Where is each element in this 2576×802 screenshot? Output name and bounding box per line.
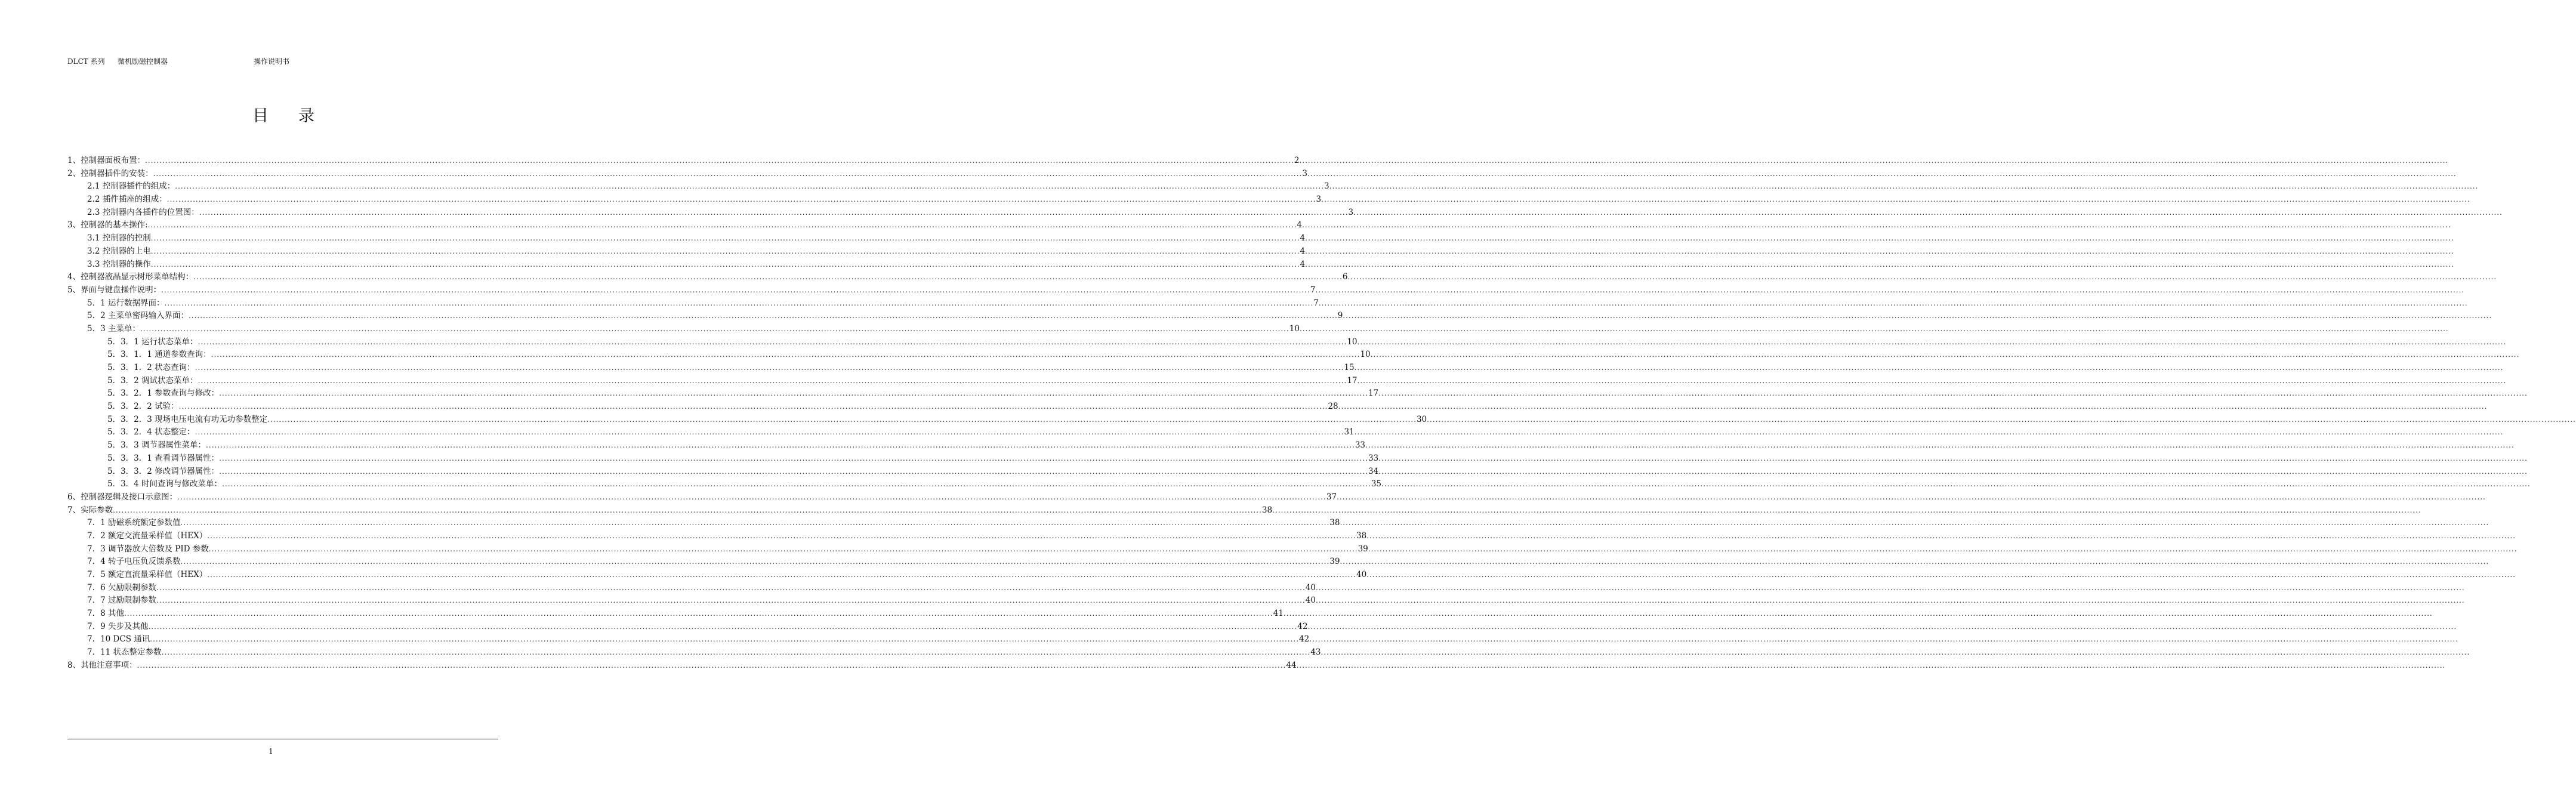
toc-entry-page: 37: [1326, 492, 1337, 502]
toc-entry-text: 7．10 DCS 通讯: [87, 634, 150, 644]
toc-entry[interactable]: [67, 517, 2489, 530]
toc-entry-page: 38: [1356, 530, 1367, 541]
toc-entry-text: 7．5 额定直流量采样值（HEX）: [87, 570, 208, 579]
header-doc-type: 操作说明书: [254, 57, 290, 66]
toc-entry-page: 30: [1416, 414, 1427, 424]
header-series: DLCT 系列: [67, 57, 105, 66]
toc-trailing-dots: ................................................................................................................................................................................................................................................................................................................................................................................................................: [1318, 298, 2468, 307]
toc-entry[interactable]: [67, 607, 2433, 621]
toc-entry-page: 33: [1355, 440, 1366, 451]
toc-trailing-dots: ................................................................................................................................................................................................................................................................................................................................................................................................................: [1378, 467, 2528, 476]
toc-leader-dots: ................................................................................................................................................................................................................................................................................................................................................................................................................: [156, 583, 1306, 592]
toc-leader-dots: ................................................................................................................................................................................................................................................................................................................................................................................................................: [180, 557, 1330, 566]
toc-entry-text: 5．3．2．2 试验：: [107, 402, 179, 412]
toc-leader-dots: ................................................................................................................................................................................................................................................................................................................................................................................................................: [198, 376, 1347, 385]
toc-trailing-dots: ................................................................................................................................................................................................................................................................................................................................................................................................................: [1340, 557, 2489, 566]
toc-entry[interactable]: [67, 426, 2504, 439]
toc-entry-text: 5．3．1 运行状态菜单：: [107, 337, 198, 347]
toc-leader-dots: ................................................................................................................................................................................................................................................................................................................................................................................................................: [150, 234, 1300, 243]
toc-entry-text: 5．3．3．2 修改调节器属性：: [107, 466, 220, 476]
toc-entry-text: 5．3．2．4 状态整定：: [107, 427, 195, 437]
toc-entry[interactable]: [67, 491, 2486, 504]
toc-entry[interactable]: [67, 621, 2457, 634]
toc-entry[interactable]: [67, 336, 2507, 349]
toc-title: 目录: [252, 107, 344, 125]
toc-entry-text: 5．3．2．3 现场电压电流有功无功参数整定: [107, 414, 268, 424]
toc-entry-text: 7、实际参数: [67, 505, 113, 515]
toc-leader-dots: ................................................................................................................................................................................................................................................................................................................................................................................................................: [180, 519, 1330, 528]
toc-entry-text: 5．3 主菜单：: [87, 323, 140, 334]
toc-trailing-dots: ................................................................................................................................................................................................................................................................................................................................................................................................................: [1299, 156, 2449, 165]
toc-entry-text: 5．3．4 时间查询与修改菜单：: [107, 479, 223, 489]
toc-trailing-dots: ................................................................................................................................................................................................................................................................................................................................................................................................................: [1283, 609, 2433, 618]
toc-leader-dots: ................................................................................................................................................................................................................................................................................................................................................................................................................: [211, 350, 1361, 359]
toc-entry[interactable]: [67, 258, 2454, 272]
toc-entry-text: 5、界面与键盘操作说明：: [67, 285, 162, 295]
toc-entry-text: 6、控制器逻辑及接口示意图：: [67, 492, 178, 502]
toc-entry[interactable]: [67, 348, 2520, 362]
toc-entry-text: 3.1 控制器的控制: [87, 233, 151, 243]
toc-entry-text: 7．4 转子电压负反馈系数: [87, 557, 181, 567]
toc-leader-dots: ................................................................................................................................................................................................................................................................................................................................................................................................................: [208, 544, 1358, 553]
toc-entry-page: 42: [1297, 621, 1308, 631]
toc-trailing-dots: ................................................................................................................................................................................................................................................................................................................................................................................................................: [1305, 260, 2454, 269]
toc-trailing-dots: ................................................................................................................................................................................................................................................................................................................................................................................................................: [1321, 195, 2470, 204]
toc-entry-page: 44: [1286, 660, 1297, 670]
toc-trailing-dots: ................................................................................................................................................................................................................................................................................................................................................................................................................: [1368, 544, 2518, 553]
toc-trailing-dots: ................................................................................................................................................................................................................................................................................................................................................................................................................: [1347, 273, 2497, 282]
toc-leader-dots: ................................................................................................................................................................................................................................................................................................................................................................................................................: [145, 156, 1294, 165]
table-of-contents: [67, 155, 2576, 673]
toc-entry-page: 41: [1273, 609, 1284, 619]
toc-entry-text: 5．3．1．2 状态查询：: [107, 363, 195, 372]
toc-entry[interactable]: [67, 478, 2531, 491]
toc-trailing-dots: ................................................................................................................................................................................................................................................................................................................................................................................................................: [1329, 182, 2479, 191]
toc-entry-text: 1、控制器面板布置：: [67, 156, 146, 165]
toc-entry-page: 4: [1297, 220, 1303, 230]
toc-trailing-dots: ................................................................................................................................................................................................................................................................................................................................................................................................................: [1366, 531, 2516, 540]
toc-trailing-dots: ................................................................................................................................................................................................................................................................................................................................................................................................................: [1343, 311, 2492, 320]
toc-entry[interactable]: [67, 232, 2454, 245]
toc-entry-page: 38: [1329, 518, 1340, 528]
toc-entry-text: 5．3．1．1 通道参数查询：: [107, 350, 211, 360]
toc-entry[interactable]: [67, 206, 2503, 220]
toc-entry[interactable]: [67, 556, 2489, 569]
toc-leader-dots: ................................................................................................................................................................................................................................................................................................................................................................................................................: [166, 195, 1316, 204]
toc-trailing-dots: ................................................................................................................................................................................................................................................................................................................................................................................................................: [1357, 337, 2507, 346]
toc-entry-text: 3.2 控制器的上电: [87, 246, 151, 256]
toc-trailing-dots: ................................................................................................................................................................................................................................................................................................................................................................................................................: [1315, 285, 2465, 294]
toc-trailing-dots: ................................................................................................................................................................................................................................................................................................................................................................................................................: [1315, 583, 2465, 592]
toc-entry[interactable]: [67, 193, 2470, 206]
toc-entry-page: 4: [1300, 233, 1306, 243]
toc-leader-dots: ................................................................................................................................................................................................................................................................................................................................................................................................................: [177, 492, 1326, 501]
toc-entry-page: 3: [1302, 168, 1307, 178]
toc-leader-dots: ................................................................................................................................................................................................................................................................................................................................................................................................................: [153, 169, 1303, 178]
toc-entry-text: 2.1 控制器插件的组成：: [87, 181, 175, 192]
toc-trailing-dots: ................................................................................................................................................................................................................................................................................................................................................................................................................: [1366, 570, 2516, 579]
toc-leader-dots: ................................................................................................................................................................................................................................................................................................................................................................................................................: [188, 311, 1338, 320]
toc-entry-page: 3: [1316, 195, 1322, 205]
toc-entry-text: 4、控制器液晶显示树形菜单结构：: [67, 272, 194, 282]
toc-leader-dots: ................................................................................................................................................................................................................................................................................................................................................................................................................: [161, 285, 1310, 294]
toc-leader-dots: ................................................................................................................................................................................................................................................................................................................................................................................................................: [207, 570, 1356, 579]
toc-entry-page: 7: [1313, 298, 1319, 308]
toc-trailing-dots: ................................................................................................................................................................................................................................................................................................................................................................................................................: [1365, 441, 2515, 450]
toc-entry-text: 7．8 其他: [87, 609, 124, 619]
toc-entry-page: 4: [1300, 259, 1306, 269]
toc-entry-page: 3: [1324, 181, 1329, 192]
toc-leader-dots: ................................................................................................................................................................................................................................................................................................................................................................................................................: [178, 402, 1328, 411]
toc-trailing-dots: ................................................................................................................................................................................................................................................................................................................................................................................................................: [1321, 648, 2470, 657]
toc-entry-page: 28: [1328, 402, 1338, 412]
toc-entry-text: 5．3．3．1 查看调节器属性：: [107, 453, 220, 463]
toc-leader-dots: ................................................................................................................................................................................................................................................................................................................................................................................................................: [175, 182, 1325, 191]
toc-leader-dots: ................................................................................................................................................................................................................................................................................................................................................................................................................: [198, 337, 1347, 346]
toc-entry[interactable]: [67, 323, 2449, 336]
toc-entry-page: 4: [1300, 246, 1306, 256]
toc-leader-dots: ................................................................................................................................................................................................................................................................................................................................................................................................................: [164, 298, 1314, 307]
toc-entry-page: 40: [1305, 596, 1316, 606]
toc-trailing-dots: ................................................................................................................................................................................................................................................................................................................................................................................................................: [1427, 415, 2576, 424]
toc-entry[interactable]: [67, 633, 2459, 646]
toc-entry-page: 43: [1310, 647, 1321, 658]
toc-entry[interactable]: [67, 297, 2468, 310]
toc-entry[interactable]: [67, 219, 2451, 232]
toc-leader-dots: ................................................................................................................................................................................................................................................................................................................................................................................................................: [219, 467, 1368, 476]
toc-entry[interactable]: [67, 414, 2576, 427]
toc-leader-dots: ................................................................................................................................................................................................................................................................................................................................................................................................................: [150, 635, 1300, 644]
toc-entry-page: 33: [1368, 453, 1379, 463]
toc-entry[interactable]: [67, 582, 2465, 595]
toc-trailing-dots: ................................................................................................................................................................................................................................................................................................................................................................................................................: [1337, 492, 2486, 501]
toc-entry[interactable]: [67, 452, 2528, 465]
toc-entry-page: 38: [1261, 505, 1273, 515]
toc-entry-text: 5．2 主菜单密码输入界面：: [87, 311, 189, 321]
toc-trailing-dots: ................................................................................................................................................................................................................................................................................................................................................................................................................: [1272, 505, 2421, 514]
toc-leader-dots: ................................................................................................................................................................................................................................................................................................................................................................................................................: [150, 260, 1300, 269]
toc-leader-dots: ................................................................................................................................................................................................................................................................................................................................................................................................................: [156, 596, 1306, 605]
toc-entry-page: 17: [1347, 375, 1358, 385]
toc-leader-dots: ................................................................................................................................................................................................................................................................................................................................................................................................................: [199, 208, 1349, 217]
toc-leader-dots: ................................................................................................................................................................................................................................................................................................................................................................................................................: [124, 609, 1273, 618]
toc-trailing-dots: ................................................................................................................................................................................................................................................................................................................................................................................................................: [1305, 234, 2454, 243]
toc-entry[interactable]: [67, 180, 2479, 193]
toc-entry[interactable]: [67, 594, 2465, 607]
toc-entry[interactable]: [67, 569, 2516, 582]
toc-entry-text: 3.3 控制器的操作: [87, 259, 151, 269]
toc-entry-page: 10: [1289, 323, 1300, 334]
toc-trailing-dots: ................................................................................................................................................................................................................................................................................................................................................................................................................: [1302, 221, 2451, 230]
toc-entry-page: 3: [1348, 207, 1354, 217]
toc-leader-dots: ................................................................................................................................................................................................................................................................................................................................................................................................................: [222, 480, 1371, 489]
toc-trailing-dots: ................................................................................................................................................................................................................................................................................................................................................................................................................: [1354, 363, 2504, 372]
toc-trailing-dots: ................................................................................................................................................................................................................................................................................................................................................................................................................: [1370, 350, 2520, 359]
toc-entry-page: 15: [1344, 363, 1355, 372]
toc-entry-page: 17: [1368, 388, 1379, 399]
toc-trailing-dots: ................................................................................................................................................................................................................................................................................................................................................................................................................: [1378, 389, 2528, 398]
toc-entry-text: 7．6 欠励限制参数: [87, 582, 156, 593]
toc-entry-text: 7．7 过励限制参数: [87, 596, 156, 606]
toc-entry-page: 6: [1342, 272, 1348, 282]
toc-entry[interactable]: [67, 375, 2507, 388]
toc-trailing-dots: ................................................................................................................................................................................................................................................................................................................................................................................................................: [1357, 376, 2507, 385]
toc-entry[interactable]: [67, 439, 2515, 452]
toc-entry-text: 5．3．2 调试状态菜单：: [107, 375, 198, 385]
toc-trailing-dots: ................................................................................................................................................................................................................................................................................................................................................................................................................: [1381, 480, 2531, 489]
toc-entry-text: 3、控制器的基本操作:: [67, 220, 148, 230]
toc-entry-page: 7: [1310, 285, 1316, 295]
toc-entry-page: 42: [1299, 634, 1310, 644]
toc-leader-dots: ................................................................................................................................................................................................................................................................................................................................................................................................................: [113, 505, 1262, 514]
toc-entry[interactable]: [67, 504, 2421, 517]
page-header: [67, 56, 567, 66]
toc-entry-text: 7．2 额定交流量采样值（HEX）: [87, 530, 208, 541]
header-product: 微机励磁控制器: [118, 57, 168, 66]
toc-entry-page: 9: [1337, 311, 1343, 321]
toc-trailing-dots: ................................................................................................................................................................................................................................................................................................................................................................................................................: [1340, 519, 2489, 528]
toc-entry-text: 5．1 运行数据界面：: [87, 298, 165, 308]
toc-entry-page: 40: [1356, 570, 1367, 579]
toc-entry-page: 39: [1358, 544, 1368, 554]
toc-entry-page: 31: [1344, 427, 1355, 437]
toc-entry[interactable]: [67, 387, 2528, 400]
toc-entry-text: 8、其他注意事项：: [67, 660, 137, 670]
toc-trailing-dots: ................................................................................................................................................................................................................................................................................................................................................................................................................: [1315, 596, 2465, 605]
footer-page-number: 1: [269, 747, 273, 755]
toc-entry-page: 2: [1294, 156, 1300, 165]
toc-entry-text: 2、控制器插件的安装：: [67, 168, 153, 178]
toc-entry-text: 5．3．2．1 参数查询与修改：: [107, 388, 220, 399]
toc-trailing-dots: ................................................................................................................................................................................................................................................................................................................................................................................................................: [1307, 622, 2457, 631]
toc-leader-dots: ................................................................................................................................................................................................................................................................................................................................................................................................................: [147, 221, 1297, 230]
toc-leader-dots: ................................................................................................................................................................................................................................................................................................................................................................................................................: [195, 363, 1344, 372]
toc-entry[interactable]: [67, 310, 2492, 323]
toc-trailing-dots: ................................................................................................................................................................................................................................................................................................................................................................................................................: [1354, 428, 2504, 437]
toc-trailing-dots: ................................................................................................................................................................................................................................................................................................................................................................................................................: [1378, 454, 2528, 462]
toc-leader-dots: ................................................................................................................................................................................................................................................................................................................................................................................................................: [193, 273, 1343, 282]
toc-leader-dots: ................................................................................................................................................................................................................................................................................................................................................................................................................: [195, 428, 1344, 437]
toc-entry[interactable]: [67, 465, 2528, 479]
toc-entry-page: 39: [1329, 557, 1340, 567]
toc-entry[interactable]: [67, 646, 2470, 659]
toc-leader-dots: ................................................................................................................................................................................................................................................................................................................................................................................................................: [137, 661, 1287, 670]
toc-entry[interactable]: [67, 271, 2497, 284]
toc-leader-dots: ................................................................................................................................................................................................................................................................................................................................................................................................................: [161, 648, 1311, 657]
toc-trailing-dots: ................................................................................................................................................................................................................................................................................................................................................................................................................: [1305, 246, 2454, 255]
toc-trailing-dots: ................................................................................................................................................................................................................................................................................................................................................................................................................: [1296, 661, 2446, 670]
toc-entry[interactable]: [67, 530, 2516, 543]
toc-entry[interactable]: [67, 284, 2465, 297]
toc-entry[interactable]: [67, 155, 2449, 168]
toc-leader-dots: ................................................................................................................................................................................................................................................................................................................................................................................................................: [219, 454, 1368, 462]
toc-entry-page: 35: [1371, 479, 1382, 489]
toc-leader-dots: ................................................................................................................................................................................................................................................................................................................................................................................................................: [207, 531, 1356, 540]
toc-entry[interactable]: [67, 362, 2504, 375]
toc-trailing-dots: ................................................................................................................................................................................................................................................................................................................................................................................................................: [1307, 169, 2457, 178]
toc-entry-page: 34: [1368, 466, 1379, 476]
toc-entry-text: 2.3 控制器内各插件的位置图：: [87, 207, 199, 217]
toc-entry-text: 7．11 状态整定参数: [87, 647, 162, 658]
toc-trailing-dots: ................................................................................................................................................................................................................................................................................................................................................................................................................: [1338, 402, 2488, 411]
toc-entry-text: 7．3 调节器放大倍数及 PID 参数: [87, 544, 209, 554]
toc-entry[interactable]: [67, 543, 2518, 556]
toc-leader-dots: ................................................................................................................................................................................................................................................................................................................................................................................................................: [150, 246, 1300, 255]
toc-entry-text: 2.2 插件插座的组成：: [87, 195, 167, 205]
toc-entry-page: 10: [1360, 350, 1371, 360]
toc-leader-dots: ................................................................................................................................................................................................................................................................................................................................................................................................................: [140, 324, 1289, 333]
toc-trailing-dots: ................................................................................................................................................................................................................................................................................................................................................................................................................: [1299, 324, 2449, 333]
toc-trailing-dots: ................................................................................................................................................................................................................................................................................................................................................................................................................: [1309, 635, 2459, 644]
toc-leader-dots: ................................................................................................................................................................................................................................................................................................................................................................................................................: [219, 389, 1368, 398]
toc-entry-text: 5．3．3 调节器属性菜单：: [107, 440, 206, 451]
toc-entry-page: 10: [1347, 337, 1358, 347]
toc-entry[interactable]: [67, 245, 2454, 258]
toc-entry-text: 7．1 励磁系统额定参数值: [87, 518, 181, 528]
toc-entry-text: 7．9 失步及其他: [87, 621, 149, 631]
toc-entry[interactable]: [67, 168, 2457, 181]
toc-leader-dots: ................................................................................................................................................................................................................................................................................................................................................................................................................: [267, 415, 1417, 424]
toc-entry[interactable]: [67, 659, 2446, 673]
toc-leader-dots: ................................................................................................................................................................................................................................................................................................................................................................................................................: [206, 441, 1355, 450]
toc-entry[interactable]: [67, 400, 2488, 414]
toc-entry-page: 40: [1305, 582, 1316, 593]
toc-leader-dots: ................................................................................................................................................................................................................................................................................................................................................................................................................: [148, 622, 1298, 631]
toc-trailing-dots: ................................................................................................................................................................................................................................................................................................................................................................................................................: [1353, 208, 2503, 217]
